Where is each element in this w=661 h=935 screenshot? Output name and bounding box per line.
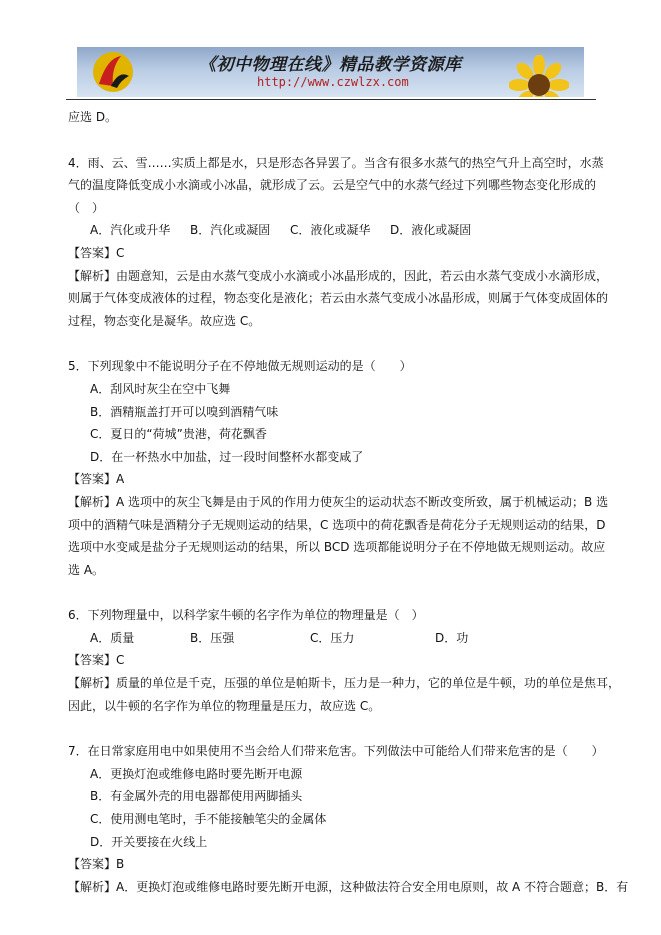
question-5-explanation: 项中的酒精气味是酒精分子无规则运动的结果，C 选项中的荷花飘香是荷花分子无规则运动的结果，D [68, 517, 606, 532]
banner-url: http://www.czwlzx.com [257, 75, 409, 89]
option-a: A．更换灯泡或维修电路时要先断开电源 [90, 766, 303, 781]
question-5-stem: 5．下列现象中不能说明分子在不停地做无规则运动的是（ ） [68, 359, 412, 374]
question-4-options [68, 219, 598, 242]
question-7-explanation: 【解析】A．更换灯泡或维修电路时要先断开电源，这种做法符合安全用电原则，故 A 不符合题意；B．有 [68, 879, 629, 894]
question-5-explanation: 选项中水变咸是盐分子无规则运动的结果，所以 BCD 选项都能说明分子在不停地做无规则运动。故应 [68, 540, 606, 555]
header-banner [77, 47, 584, 97]
question-5-answer: 【答案】A [68, 472, 125, 487]
option-d: D．开关要接在火线上 [90, 834, 208, 849]
question-5-explanation: 【解析】A 选项中的灰尘飞舞是由于风的作用力使灰尘的运动状态不断改变所致，属于机械运动；B 选 [68, 494, 609, 509]
option-c: C．使用测电笔时，手不能接触笔尖的金属体 [90, 812, 327, 827]
option-c: C．液化或凝华 [290, 223, 371, 238]
question-6-answer: 【答案】C [68, 653, 125, 668]
question-4-answer: 【答案】C [68, 245, 125, 260]
banner-title: 《初中物理在线》精品教学资源库 [199, 55, 462, 75]
option-a: A．质量 [90, 630, 135, 645]
question-6-explanation: 因此，以牛顿的名字作为单位的物理量是压力，故应选 C。 [68, 698, 381, 713]
question-7-answer: 【答案】B [68, 857, 125, 872]
option-b: B．压强 [190, 630, 235, 645]
option-c: C．压力 [310, 630, 355, 645]
question-6-options [68, 627, 598, 650]
site-logo-icon [91, 50, 135, 94]
question-6-explanation: 【解析】质量的单位是千克，压强的单位是帕斯卡，压力是一种力，它的单位是牛顿，功的单位是焦耳， [68, 676, 621, 691]
question-4-stem: 4．雨、云、雪……实质上都是水，只是形态各异罢了。当含有很多水蒸气的热空气升上高空时，水蒸 [68, 155, 604, 170]
document-body [68, 106, 629, 898]
question-4-explanation: 过程，物态变化是凝华。故应选 C。 [68, 313, 261, 328]
text-line: 应选 D。 [68, 110, 118, 124]
question-4-explanation: 则属于气体变成液体的过程，物态变化是液化；若云由水蒸气变成小冰晶形成，则属于气体变成固体的 [68, 291, 609, 306]
question-4-explanation: 【解析】由题意知，云是由水蒸气变成小水滴或小冰晶形成的，因此，若云由水蒸气变成小水滴形成， [68, 268, 609, 283]
option-a: A．刮风时灰尘在空中飞舞 [90, 381, 231, 396]
option-b: B．有金属外壳的用电器都使用两脚插头 [90, 789, 303, 804]
option-c: C．夏日的“荷城”贵港，荷花飘香 [90, 427, 267, 442]
option-b: B．汽化或凝固 [190, 223, 271, 238]
option-b: B．酒精瓶盖打开可以嗅到酒精气味 [90, 404, 279, 419]
question-6-stem: 6．下列物理量中，以科学家牛顿的名字作为单位的物理量是（ ） [68, 608, 424, 623]
option-d: D．功 [435, 630, 469, 645]
question-4-stem: （ ） [68, 200, 105, 215]
option-d: D．液化或凝固 [390, 223, 472, 238]
option-d: D．在一杯热水中加盐，过一段时间整杯水都变咸了 [90, 449, 364, 464]
question-4-stem: 气的温度降低变成小水滴或小冰晶，就形成了云。云是空气中的水蒸气经过下列哪些物态变化形成的 [68, 178, 597, 193]
header-divider [66, 99, 596, 100]
question-7-stem: 7．在日常家庭用电中如果使用不当会给人们带来危害。下列做法中可能给人们带来危害的是（ ） [68, 744, 604, 759]
question-5-explanation: 选 A。 [68, 562, 105, 577]
option-a: A．汽化或升华 [90, 223, 171, 238]
sunflower-icon [509, 55, 569, 97]
